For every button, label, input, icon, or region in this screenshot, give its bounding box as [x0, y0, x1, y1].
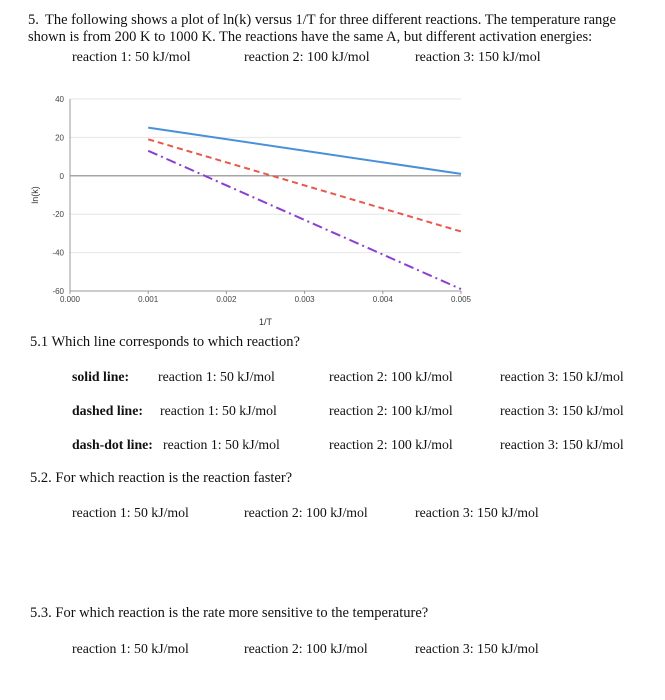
series-dash-dot-line [148, 151, 461, 289]
series-lines [148, 128, 461, 290]
x-tick-label-0: 0.000 [59, 295, 81, 304]
q51-row-1-label: solid line: [72, 369, 130, 384]
q53-option-3[interactable]: reaction 3: 150 kJ/mol [415, 641, 539, 656]
q51-row-2-label: dashed line: [72, 403, 143, 418]
y-tick-label-0: 40 [55, 95, 64, 104]
q53-option-2[interactable]: reaction 2: 100 kJ/mol [244, 641, 368, 656]
q51-title: 5.1 Which line corresponds to which reaction? [30, 334, 300, 350]
q52-title: 5.2. For which reaction is the reaction faster? [30, 470, 293, 486]
q51-row-3-label: dash-dot line: [72, 437, 153, 452]
header-reaction-2: reaction 2: 100 kJ/mol [244, 50, 370, 65]
y-tick-label-5: -60 [52, 287, 64, 296]
q51-row-3-option-2[interactable]: reaction 2: 100 kJ/mol [329, 437, 453, 452]
q53-option-1[interactable]: reaction 1: 50 kJ/mol [72, 641, 189, 656]
x-axis-label: 1/T [258, 317, 273, 325]
y-tick-label-4: -40 [52, 248, 64, 258]
chart-gridlines [70, 99, 461, 291]
x-tick-labels [60, 291, 472, 304]
q53-title: 5.3. For which reaction is the rate more sensitive to the temperature? [30, 605, 429, 621]
y-tick-label-3: -20 [52, 210, 64, 220]
x-tick-label-2: 0.002 [216, 295, 237, 304]
question-line-1: The following shows a plot of ln(k) versus 1/T for three different reactions. The temperature range [45, 12, 616, 28]
x-tick-label-4: 0.004 [372, 295, 393, 304]
q51-row-2-option-2[interactable]: reaction 2: 100 kJ/mol [329, 403, 453, 418]
question-number: 5. [28, 12, 39, 28]
series-solid-line [148, 128, 461, 174]
x-tick-label-1: 0.001 [138, 295, 159, 304]
lnk-vs-inverse-t-chart [30, 85, 480, 325]
y-axis-label: ln(k) [30, 186, 40, 204]
q51-row-1-option-2[interactable]: reaction 2: 100 kJ/mol [329, 369, 453, 384]
q51-row-3-option-3[interactable]: reaction 3: 150 kJ/mol [500, 437, 624, 452]
q51-row-1-option-1[interactable]: reaction 1: 50 kJ/mol [158, 369, 275, 384]
series-dashed-line [148, 139, 461, 231]
header-reaction-3: reaction 3: 150 kJ/mol [415, 50, 541, 65]
x-tick-label-3: 0.003 [294, 295, 315, 304]
q51-row-2-option-1[interactable]: reaction 1: 50 kJ/mol [160, 403, 277, 418]
y-tick-label-2: 0 [59, 171, 64, 181]
q51-row-3-option-1[interactable]: reaction 1: 50 kJ/mol [163, 437, 280, 452]
q52-option-1[interactable]: reaction 1: 50 kJ/mol [72, 505, 189, 520]
y-tick-labels [52, 95, 64, 296]
y-tick-label-1: 20 [55, 133, 64, 143]
q52-option-2[interactable]: reaction 2: 100 kJ/mol [244, 505, 368, 520]
question-line-2: shown is from 200 K to 1000 K. The reactions have the same A, but different activation energies: [28, 29, 593, 45]
header-reaction-1: reaction 1: 50 kJ/mol [72, 50, 191, 65]
q51-row-1-option-3[interactable]: reaction 3: 150 kJ/mol [500, 369, 624, 384]
q52-option-3[interactable]: reaction 3: 150 kJ/mol [415, 505, 539, 520]
q51-row-2-option-3[interactable]: reaction 3: 150 kJ/mol [500, 403, 624, 418]
x-tick-label-5: 0.005 [450, 295, 472, 304]
